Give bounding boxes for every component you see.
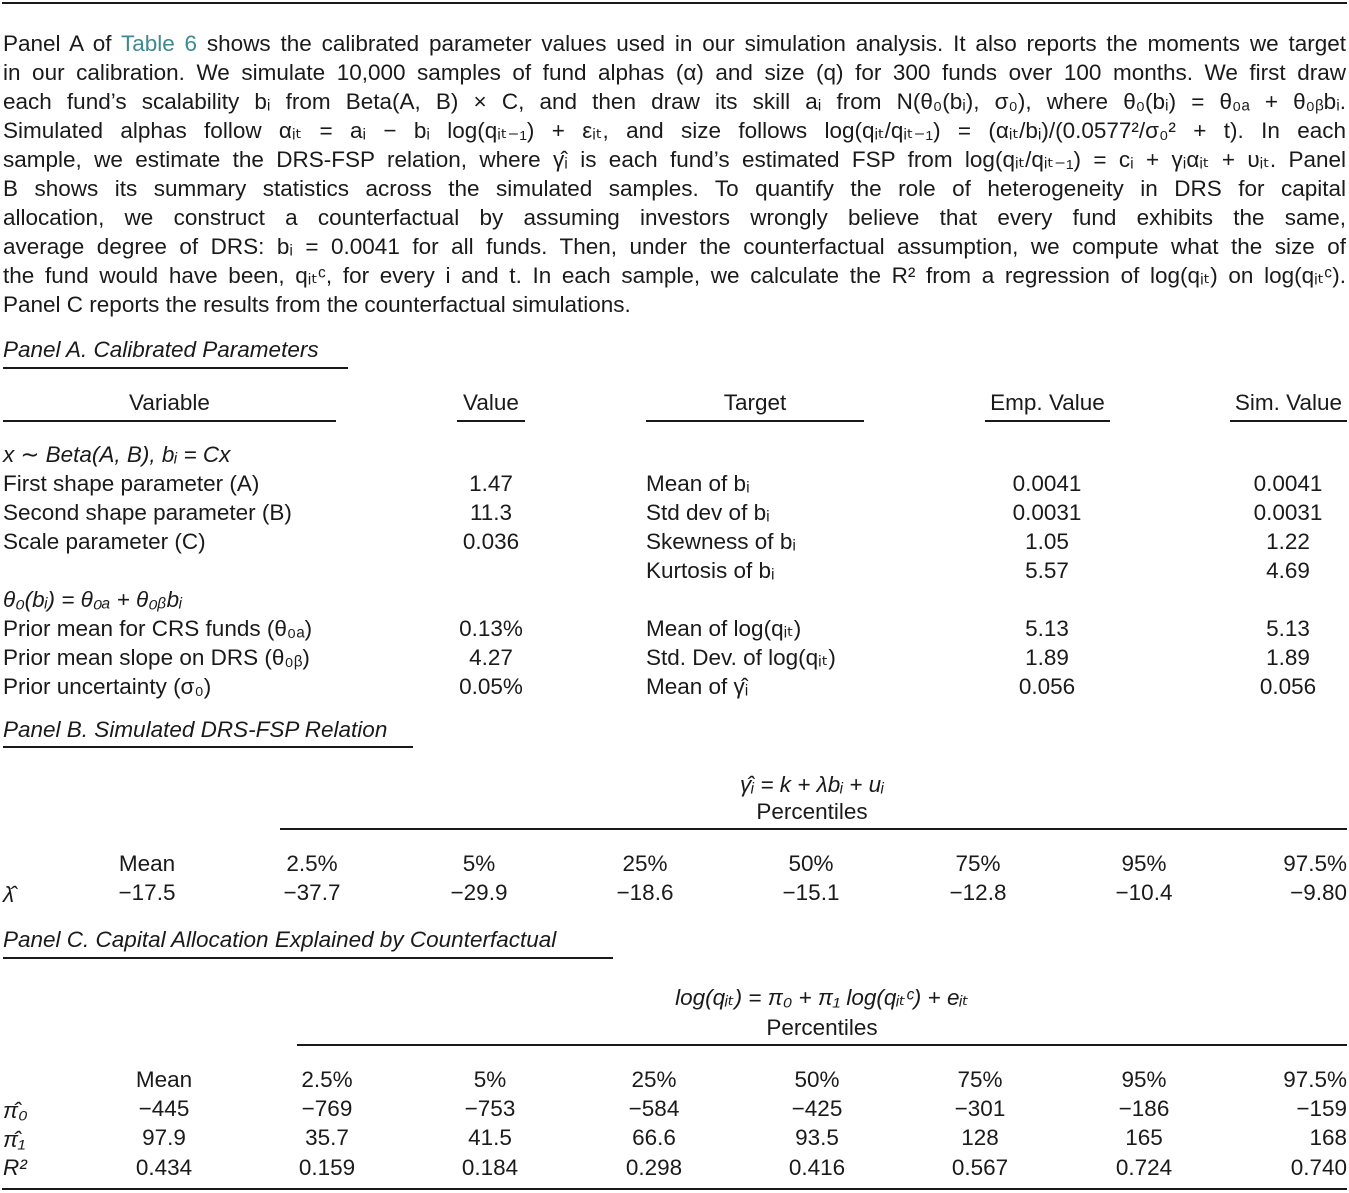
r-squared-value: 0.567 <box>951 1155 1009 1180</box>
table-6-link[interactable]: Table 6 <box>120 31 198 56</box>
target-cell: Kurtosis of bᵢ <box>646 558 775 583</box>
caption-line-7: allocation, we construct a counterfactual by assuming investors wrongly believe that every fund exhibits the same, <box>3 205 1346 230</box>
emp-value-cell: 0.056 <box>1018 674 1076 699</box>
r-squared-value: 0.724 <box>1115 1155 1173 1180</box>
header-value: Value <box>463 390 519 415</box>
pi0-value: −186 <box>1118 1096 1170 1121</box>
sim-value-cell: 1.89 <box>1266 645 1310 670</box>
pi1-value: 168 <box>1309 1125 1347 1150</box>
panel-b-percentiles-label: Percentiles <box>756 799 868 824</box>
emp-value-cell: 5.57 <box>1025 558 1069 583</box>
caption-line-4: Simulated alphas follow αᵢₜ = aᵢ − bᵢ log(qᵢₜ₋₁) + εᵢₜ, and size follows log(qᵢₜ/qᵢₜ₋₁) = (αᵢₜ/bᵢ)/(0.0577²/σ₀² + t). In each <box>3 118 1346 143</box>
emp-value-cell: 5.13 <box>1025 616 1069 641</box>
r-squared-value: 0.184 <box>461 1155 519 1180</box>
variable-cell: First shape parameter (A) <box>3 471 260 496</box>
bottom-rule <box>2 1188 1347 1190</box>
panel-b-title-rule <box>3 746 413 748</box>
r-squared-mean: 0.434 <box>135 1155 193 1180</box>
panel-b-col-header: 95% <box>1121 851 1167 876</box>
header-variable: Variable <box>129 390 210 415</box>
target-cell: Std dev of bᵢ <box>646 500 770 525</box>
lambda-value: −9.80 <box>1290 880 1347 905</box>
emp-value-cell: 1.05 <box>1025 529 1069 554</box>
r-squared-value: 0.416 <box>788 1155 846 1180</box>
header-emp-value-rule <box>985 420 1110 422</box>
sim-value-cell: 4.69 <box>1266 558 1310 583</box>
panel-b-col-header: 97.5% <box>1283 851 1347 876</box>
panel-c-mean-header: Mean <box>135 1067 193 1092</box>
panel-b-col-header: 50% <box>788 851 834 876</box>
pi1-row-label: π̂₁ <box>3 1127 26 1152</box>
pi1-value: 165 <box>1125 1125 1163 1150</box>
emp-value-cell: 1.89 <box>1025 645 1069 670</box>
panel-c-col-header: 50% <box>794 1067 840 1092</box>
lambda-value: −29.9 <box>450 880 508 905</box>
group-label-beta: x ∼ Beta(A, B), bᵢ = Cx <box>3 442 231 467</box>
value-cell: 11.3 <box>469 500 513 525</box>
pi1-mean: 97.9 <box>142 1125 186 1150</box>
panel-c-percentiles-label: Percentiles <box>766 1015 878 1040</box>
caption-line-3: each fund’s scalability bᵢ from Beta(A, B) × C, and then draw its skill aᵢ from N(θ₀(bᵢ), σ₀), where θ₀(bᵢ) = θ₀ₐ + θ₀ᵦbᵢ. <box>3 89 1346 114</box>
sim-value-cell: 5.13 <box>1266 616 1310 641</box>
variable-cell: Second shape parameter (B) <box>3 500 292 525</box>
header-sim-value: Sim. Value <box>1234 390 1343 415</box>
panel-b-col-header: 2.5% <box>286 851 338 876</box>
panel-b-percentiles-rule <box>280 828 1347 830</box>
pi0-value: −584 <box>628 1096 680 1121</box>
group-label-theta: θ₀(bᵢ) = θ₀ₐ + θ₀ᵦbᵢ <box>3 587 182 612</box>
lambda-mean: −17.5 <box>118 880 176 905</box>
value-cell: 0.13% <box>459 616 523 641</box>
caption-line-10: Panel C reports the results from the counterfactual simulations. <box>3 292 631 317</box>
panel-c-col-header: 5% <box>473 1067 507 1092</box>
panel-c-col-header: 95% <box>1121 1067 1167 1092</box>
caption-line-9: the fund would have been, qᵢₜᶜ, for every i and t. In each sample, we calculate the R² from a regression of log(qᵢₜ) on log(qᵢₜᶜ). <box>3 263 1346 288</box>
header-variable-rule <box>3 420 336 422</box>
panel-b-col-header: 75% <box>955 851 1001 876</box>
panel-c-title: Panel C. Capital Allocation Explained by Counterfactual <box>3 927 557 952</box>
caption-line-8: average degree of DRS: bᵢ = 0.0041 for all funds. Then, under the counterfactual assumption, we compute what the size of <box>3 234 1346 259</box>
panel-c-col-header: 97.5% <box>1283 1067 1347 1092</box>
variable-cell: Prior mean for CRS funds (θ₀ₐ) <box>3 616 313 641</box>
caption-line-5: sample, we estimate the DRS-FSP relation, where γ̂ᵢ is each fund’s estimated FSP from log(qᵢₜ/qᵢₜ₋₁) = cᵢ + γᵢαᵢₜ + υᵢₜ. Panel <box>3 147 1346 172</box>
r-squared-value: 0.740 <box>1290 1155 1347 1180</box>
panel-c-title-rule <box>3 957 613 959</box>
value-cell: 0.036 <box>462 529 520 554</box>
panel-b-mean-header: Mean <box>118 851 176 876</box>
lambda-value: −37.7 <box>283 880 341 905</box>
header-target: Target <box>723 390 787 415</box>
panel-b-col-header: 25% <box>622 851 668 876</box>
caption-line-1 <box>3 29 1346 58</box>
pi0-value: −753 <box>464 1096 516 1121</box>
pi1-value: 66.6 <box>632 1125 676 1150</box>
panel-c-col-header: 2.5% <box>301 1067 353 1092</box>
variable-cell: Prior uncertainty (σ₀) <box>3 674 212 699</box>
r-squared-value: 0.159 <box>298 1155 356 1180</box>
emp-value-cell: 0.0031 <box>1012 500 1082 525</box>
header-target-rule <box>646 420 864 422</box>
lambda-row-label: λ̂ <box>3 882 15 907</box>
caption-text: Panel A of <box>3 31 121 56</box>
pi0-mean: −445 <box>138 1096 190 1121</box>
pi1-value: 128 <box>961 1125 999 1150</box>
pi1-value: 35.7 <box>305 1125 349 1150</box>
panel-b-col-header: 5% <box>462 851 496 876</box>
pi1-value: 41.5 <box>468 1125 512 1150</box>
r-squared-value: 0.298 <box>625 1155 683 1180</box>
pi0-value: −301 <box>954 1096 1006 1121</box>
sim-value-cell: 0.0031 <box>1253 500 1323 525</box>
panel-c-col-header: 25% <box>631 1067 677 1092</box>
top-rule <box>2 2 1347 4</box>
panel-c-col-header: 75% <box>957 1067 1003 1092</box>
caption-text: shows the calibrated parameter values used in our simulation analysis. It also reports the moments we target <box>197 31 1346 56</box>
sim-value-cell: 1.22 <box>1266 529 1310 554</box>
target-cell: Std. Dev. of log(qᵢₜ) <box>646 645 836 670</box>
panel-a-title-rule <box>3 367 348 369</box>
panel-c-equation: log(qᵢₜ) = π₀ + π₁ log(qᵢₜᶜ) + eᵢₜ <box>675 985 969 1010</box>
pi0-row-label: π̂₀ <box>3 1098 28 1123</box>
target-cell: Skewness of bᵢ <box>646 529 796 554</box>
emp-value-cell: 0.0041 <box>1012 471 1082 496</box>
pi1-value: 93.5 <box>795 1125 839 1150</box>
caption-line-6: B shows its summary statistics across the simulated samples. To quantify the role of heterogeneity in DRS for capital <box>3 176 1346 201</box>
header-emp-value: Emp. Value <box>990 390 1105 415</box>
sim-value-cell: 0.056 <box>1259 674 1317 699</box>
panel-c-percentiles-rule <box>297 1044 1347 1046</box>
r-squared-row-label: R² <box>3 1155 27 1180</box>
caption-line-2: in our calibration. We simulate 10,000 samples of fund alphas (α) and size (q) for 300 funds over 100 months. We first draw <box>3 60 1346 85</box>
pi0-value: −769 <box>301 1096 353 1121</box>
variable-cell: Scale parameter (C) <box>3 529 206 554</box>
target-cell: Mean of log(qᵢₜ) <box>646 616 802 641</box>
panel-a-title: Panel A. Calibrated Parameters <box>3 337 319 362</box>
table-caption <box>3 29 1346 319</box>
target-cell: Mean of γ̂ᵢ <box>646 674 749 699</box>
panel-b-title: Panel B. Simulated DRS-FSP Relation <box>3 717 388 742</box>
lambda-value: −12.8 <box>949 880 1007 905</box>
pi0-value: −425 <box>791 1096 843 1121</box>
header-value-rule <box>457 420 525 422</box>
value-cell: 1.47 <box>469 471 513 496</box>
lambda-value: −15.1 <box>782 880 840 905</box>
header-sim-value-rule <box>1230 420 1347 422</box>
target-cell: Mean of bᵢ <box>646 471 750 496</box>
value-cell: 0.05% <box>459 674 523 699</box>
pi0-value: −159 <box>1296 1096 1347 1121</box>
panel-b-equation: γ̂ᵢ = k + λbᵢ + uᵢ <box>740 772 884 797</box>
variable-cell: Prior mean slope on DRS (θ₀ᵦ) <box>3 645 310 670</box>
lambda-value: −10.4 <box>1115 880 1173 905</box>
value-cell: 4.27 <box>469 645 513 670</box>
lambda-value: −18.6 <box>616 880 674 905</box>
sim-value-cell: 0.0041 <box>1253 471 1323 496</box>
